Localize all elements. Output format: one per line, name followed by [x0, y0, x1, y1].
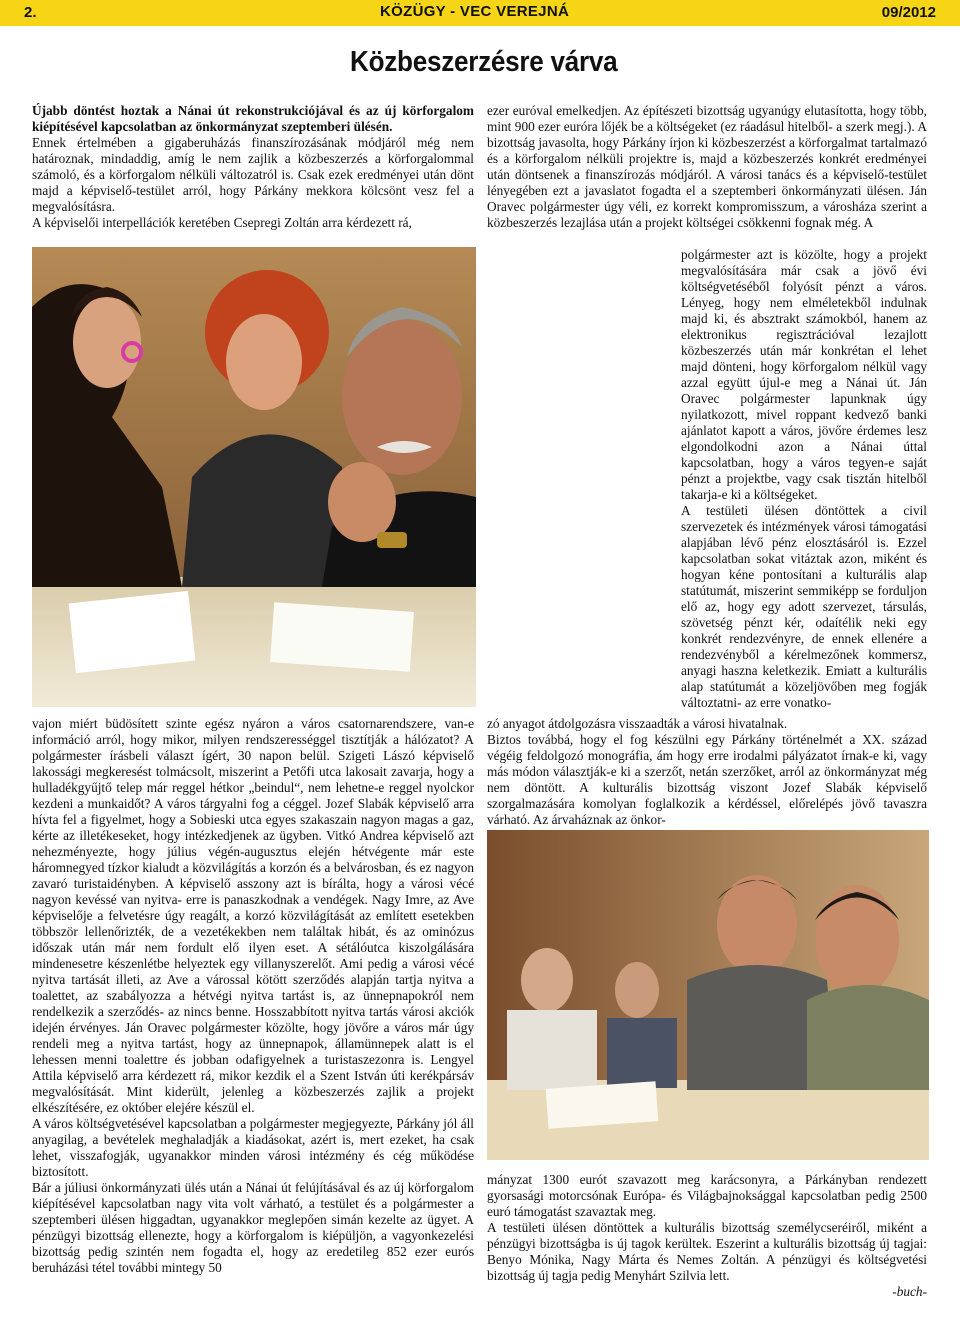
paragraph: Ennek értelmében a gigaberuházás finanszírozásának módjáról még nem határoznak, mindaddig, amíg le nem zajlik a közbeszerzés a körforgalommal számoló, és a körforgalom nélküli változatról is. Csak ezek eredményei után dönt majd a képviselő-testület arról, hogy Párkány mekkora kölcsönt vesz fel a megvalósításra. — [32, 135, 474, 214]
paragraph: polgármester azt is közölte, hogy a projekt megvalósítására már csak a jövő évi költségvetéséből folyósít pénzt a város. Lényeg, hogy nem elméletekből indulnak majd ki, és absztrakt számokból, hanem az elektronikus regisztrációval lezajlott közbeszerzés után már konkrétan el lehet majd dönteni, hogy körforgalom nélkül vagy azzal együtt újul-e meg a Nánai út. Ján Oravec polgármester lapunknak úgy nyilatkozott, mivel roppant kedvező banki ajánlatot kapott a város, jövőre érdemes lesz elgondolkodni azon a Nánai úttal kapcsolatban, hogy a város tegyen-e saját pénzt a projektbe, vagy csak tisztán hitelből takarja-e ki a költségeket. — [681, 247, 927, 502]
paragraph: ezer euróval emelkedjen. Az építészeti bizottság ugyanúgy elutasította, hogy több, mint 900 ezer euróra lőjék be a költségeket (ez ráadásul hitelből- a szerk megj.). A bizottság javasolta, hogy Párkány írjon ki közbeszerzést a körforgalmat tartalmazó és a körforgalom nélküli projektre is, majd a közbeszerzés konkrét eredményei után döntsenek a finanszírozás módjáról. A városi tanács és a képviselő-testület lényegében ezt a javaslatot fogadta el a szeptemberi önkormányzati ülésen. Ján Oravec polgármester úgy véli, ez korrekt kompromisszum, a városháza szerint a közbeszerzés lezajlása után a projekt költségei csökkenni fognak még. A — [487, 103, 927, 230]
byline: -buch- — [892, 1284, 927, 1299]
header-bar — [0, 0, 960, 26]
right-column-bottom — [487, 1172, 927, 1300]
photo-illustration — [32, 247, 476, 707]
right-column-top — [487, 103, 927, 231]
photo-illustration — [487, 830, 929, 1160]
paragraph: mányzat 1300 eurót szavazott meg karácsonyra, a Párkányban rendezett gyorsasági motorcsónak Európa- és Világbajnoksággal kapcsolatban pedig 2500 euró támogatást szavaztak meg. — [487, 1172, 927, 1219]
article-title: Közbeszerzésre várva — [350, 46, 618, 78]
page-number: 2. — [24, 4, 37, 21]
photo-illustration — [487, 247, 673, 705]
paragraph: Biztos továbbá, hogy el fog készülni egy Párkány történelmét a XX. század végéig feldolgozó monográfia, ám hogy erre irodalmi pályázatot írnak-e ki, vagy más módon választják-e ki a szerzőt, netán szerzőket, arról az önkormányzat még nem döntött. A kulturális bizottság viszont Jozef Slabák képviselő szorgalmazására komolyan foglalkozik a kérdéssel, előrelépés jövő tavaszra várható. Az árvaháznak az önkor- — [487, 732, 927, 827]
council-members-photo — [487, 830, 929, 1160]
council-meeting-photo — [32, 247, 476, 707]
right-column-mid — [487, 716, 927, 828]
paragraph: A testületi ülésen döntöttek a kulturális bizottság személycseréiről, miként a pénzügyi bizottságba is új tagok kerültek. Eszerint a kulturális bizottság új tagjai: Benyo Mónika, Nagy Márta és Nemes Zoltán. A pénzügyi és költségvetési bizottság új tagja pedig Menyhárt Szilvia lett. — [487, 1220, 927, 1283]
right-column-narrow — [681, 247, 927, 711]
paragraph: A képviselői interpellációk keretében Csepregi Zoltán arra kérdezett rá, — [32, 215, 412, 230]
paragraph: vajon miért büdösített szinte egész nyáron a város csatornarendszere, van-e információ arról, hogy mikor, milyen rendszerességgel tisztítják a hálózatot? A polgármester írásbeli választ ígért, 30 napon belül. Szigeti Lászó képviselő lakossági megkeresést tolmácsolt, miszerint a Petőfi utca lakosait zavarja, hogy a hulladékgyűjtő telep már reggel hétkor „beindul“, nem lehetne-e reggel nyolckor kezdeni a munkaidőt? A város tárgyalni fog a céggel. Jozef Slabák képviselő arra hívta fel a figyelmet, hogy a Sobieski utca egyes szakaszain nagyon magas a gaz, kérte az illetékeseket, hogy intézkedjenek az ügyben. Vitkó Andrea képviselő azt nehezményezte, hogy július végén-augusztus elején hétvégente már este háromnegyed tízkor kialudt a közvilágítás a korzón és a belvárosban, és ez nagyon zavaró turistaidényben. A képviselő asszony azt is bírálta, hogy a városi vécé nagyon kevéssé van nyitva- erre is panaszkodnak a vendégek. Nagy Imre, az Ave képviselője a felvetésre úgy reagált, a korzó közvilágítását az említett esetekben többször lellenőrizték, de a vezetékekben nem találtak hibát, és az ominózus időszak után már nem fordult elő ilyen eset. A sétálóutca kiszolgálására mindenesetre készenlétbe helyeztek egy villanyszerelőt. Ami pedig a városi vécé nyitva tartását illeti, az Ave a várossal kötött szerződés alapján tartja nyitva a toalettet, az szabályozza a hétvégi nyitva tartást is, az ünnepnapokról nem rendelkezik a szerződés- az nincs benne. Hosszabbított nyitva tartás városi akciók idején érvényes. Ján Oravec polgármester közölte, hogy jövőre a város már úgy rendeli meg a nyitva tartást, hogy az ünnepnapok, államünnepek alatt is el lehessen menni toalettre és jobban odafigyelnek a turistaszezonra is. Lengyel Attila képviselő arra kérdezett rá, mikor kezdik el a Szent István úti kerékpársáv megvalósítását. Mint kiderült, jelenleg a közbeszerzés zajlik a projekt elkészítésére, ez október elejére készül el. — [32, 716, 474, 1115]
session-photo-upper — [487, 247, 673, 705]
paragraph: Bár a júliusi önkormányzati ülés után a Nánai út felújításával és az új körforgalom kiépítésével kapcsolatban nagy vita volt várható, a testület és a polgármester a szeptemberi ülésen higgadtan, ugyanakkor meglepően simán kezelte az ügyet. A pénzügyi bizottság ellenezte, hogy a körforgalom is kiépüljön, a vagyonkezelési bizottság pedig szintén nem fogadta el, hogy az eredetileg 852 ezer eurós beruházási tétel további mintegy 50 — [32, 1180, 474, 1275]
left-column-top — [32, 103, 474, 231]
paragraph: A város költségvetésével kapcsolatban a polgármester megjegyezte, Párkány jól áll anyagilag, a bevételek meghaladják a kiadásokat, azért is, mert ezeket, ha csak lehet, visszafogják, ugyanakkor minden városi intézmény és cég működése biztosított. — [32, 1116, 474, 1179]
section-title: KÖZÜGY - VEC VEREJNÁ — [380, 3, 570, 20]
issue-number: 09/2012 — [881, 4, 936, 21]
left-column-bottom — [32, 716, 474, 1276]
paragraph: A testületi ülésen döntöttek a civil szervezetek és intézmények városi támogatási alapjában lévő pénz elosztásáról is. Ezzel kapcsolatban sokat vitáztak azon, miként és hogyan kéne pontosítani a kulturális alap statútumát, miszerint semmiképp se forduljon elő az, hogy egy adott szervezet, társulás, szövetség pénzt kér, odaítélik neki egy konkrét rendezvényre, de ennek ellenére a rendezvényből a kérelmezőnek kommersz, anyagi haszna keletkezik. Emiatt a kulturális alap statútumát a közeljövőben meg fogják változtatni- az erre vonatko- — [681, 503, 927, 710]
paragraph: zó anyagot átdolgozásra visszaadták a városi hivatalnak. — [487, 716, 788, 731]
article-lead: Újabb döntést hoztak a Nánai út rekonstrukciójával és az új körforgalom kiépítésével kapcsolatban az önkormányzat szeptemberi ülésén. — [32, 103, 474, 134]
